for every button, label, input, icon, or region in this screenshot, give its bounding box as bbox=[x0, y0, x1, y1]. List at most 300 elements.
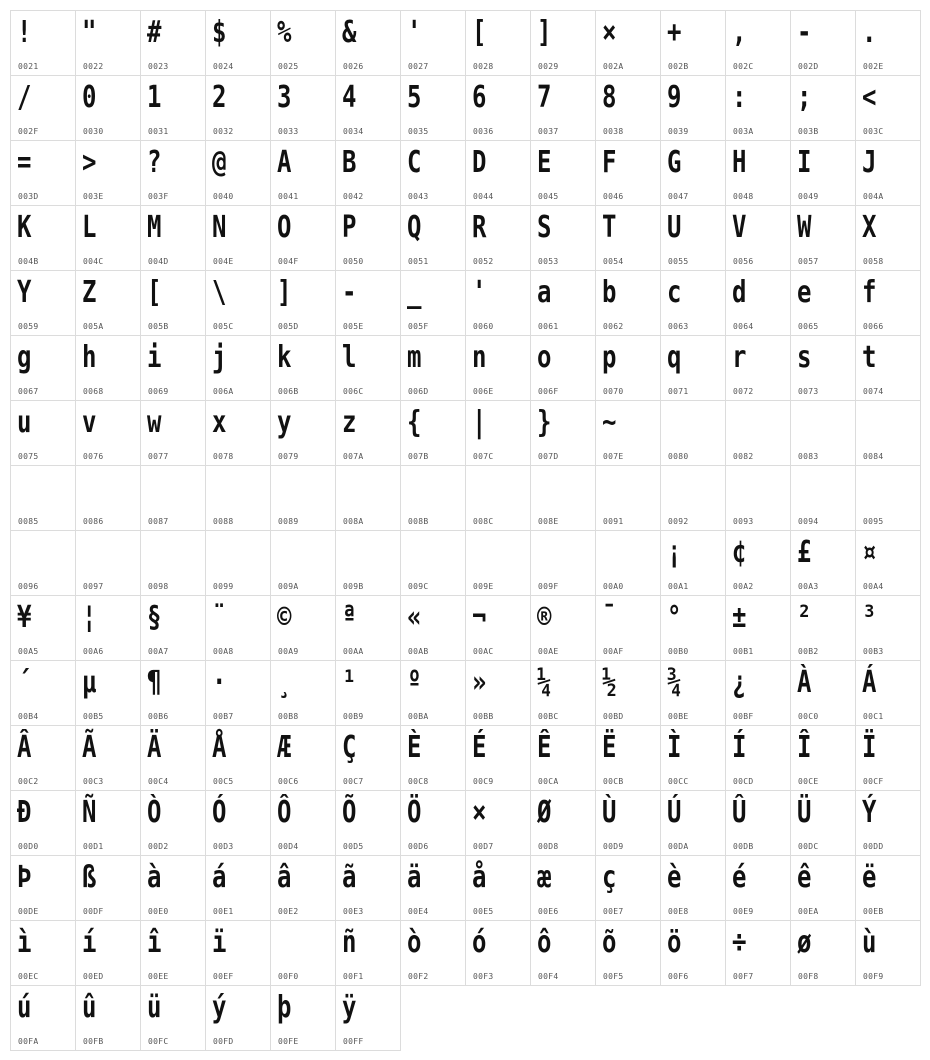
glyph-cell[interactable] bbox=[465, 660, 531, 726]
glyph-cell[interactable] bbox=[205, 595, 271, 661]
glyph-cell[interactable] bbox=[725, 660, 791, 726]
glyph-cell[interactable] bbox=[140, 985, 206, 1051]
glyph-codepoint-label: 00E6 bbox=[538, 907, 559, 916]
glyph-cell[interactable] bbox=[140, 10, 206, 76]
glyph-cell[interactable] bbox=[855, 660, 921, 726]
glyph-cell[interactable] bbox=[270, 10, 336, 76]
character-map-grid bbox=[10, 10, 920, 1050]
glyph-sample: F bbox=[602, 145, 617, 180]
glyph-sample: _ bbox=[407, 275, 422, 310]
glyph-cell[interactable] bbox=[465, 10, 531, 76]
glyph-codepoint-label: 0029 bbox=[538, 62, 559, 71]
glyph-cell[interactable] bbox=[530, 595, 596, 661]
glyph-cell[interactable] bbox=[790, 10, 856, 76]
glyph-cell[interactable] bbox=[660, 140, 726, 206]
glyph-cell[interactable] bbox=[140, 75, 206, 141]
glyph-cell[interactable] bbox=[465, 855, 531, 921]
glyph-cell[interactable] bbox=[335, 205, 401, 271]
glyph-cell[interactable] bbox=[10, 660, 76, 726]
glyph-cell[interactable] bbox=[270, 920, 336, 986]
glyph-sample: Û bbox=[732, 795, 747, 830]
glyph-cell[interactable] bbox=[205, 400, 271, 466]
glyph-cell[interactable] bbox=[205, 335, 271, 401]
glyph-cell[interactable] bbox=[790, 660, 856, 726]
glyph-cell[interactable] bbox=[790, 855, 856, 921]
glyph-codepoint-label: 00D5 bbox=[343, 842, 364, 851]
glyph-sample: @ bbox=[212, 145, 227, 180]
glyph-cell[interactable] bbox=[400, 530, 466, 596]
glyph-cell[interactable] bbox=[10, 790, 76, 856]
glyph-cell[interactable] bbox=[725, 10, 791, 76]
glyph-sample: 1 bbox=[147, 80, 162, 115]
glyph-sample: ³ bbox=[862, 600, 877, 635]
glyph-sample: v bbox=[82, 405, 97, 440]
glyph-cell[interactable] bbox=[335, 270, 401, 336]
glyph-cell[interactable] bbox=[335, 985, 401, 1051]
glyph-cell[interactable] bbox=[270, 530, 336, 596]
glyph-cell[interactable] bbox=[595, 660, 661, 726]
glyph-cell[interactable] bbox=[75, 400, 141, 466]
glyph-cell[interactable] bbox=[855, 205, 921, 271]
glyph-cell[interactable] bbox=[660, 10, 726, 76]
glyph-cell[interactable] bbox=[790, 270, 856, 336]
glyph-cell[interactable] bbox=[660, 725, 726, 791]
glyph-cell[interactable] bbox=[725, 465, 791, 531]
glyph-sample: ¢ bbox=[732, 535, 747, 570]
glyph-cell[interactable] bbox=[335, 75, 401, 141]
glyph-cell[interactable] bbox=[465, 595, 531, 661]
glyph-cell[interactable] bbox=[855, 75, 921, 141]
glyph-cell[interactable] bbox=[400, 10, 466, 76]
glyph-cell[interactable] bbox=[595, 10, 661, 76]
glyph-cell[interactable] bbox=[660, 855, 726, 921]
glyph-sample: R bbox=[472, 210, 487, 245]
glyph-codepoint-label: 006D bbox=[408, 387, 429, 396]
glyph-cell[interactable] bbox=[335, 855, 401, 921]
glyph-cell[interactable] bbox=[335, 660, 401, 726]
glyph-cell[interactable] bbox=[75, 595, 141, 661]
glyph-cell[interactable] bbox=[855, 10, 921, 76]
glyph-codepoint-label: 00CC bbox=[668, 777, 689, 786]
glyph-cell[interactable] bbox=[140, 205, 206, 271]
glyph-cell[interactable] bbox=[465, 400, 531, 466]
glyph-cell[interactable] bbox=[465, 335, 531, 401]
glyph-sample: J bbox=[862, 145, 877, 180]
glyph-codepoint-label: 006E bbox=[473, 387, 494, 396]
glyph-cell[interactable] bbox=[270, 465, 336, 531]
glyph-cell[interactable] bbox=[270, 725, 336, 791]
glyph-cell[interactable] bbox=[595, 140, 661, 206]
glyph-cell[interactable] bbox=[855, 270, 921, 336]
glyph-cell[interactable] bbox=[335, 920, 401, 986]
glyph-codepoint-label: 004F bbox=[278, 257, 299, 266]
glyph-cell[interactable] bbox=[660, 75, 726, 141]
glyph-cell[interactable] bbox=[10, 140, 76, 206]
glyph-cell[interactable] bbox=[530, 660, 596, 726]
glyph-cell[interactable] bbox=[855, 530, 921, 596]
glyph-cell[interactable] bbox=[270, 205, 336, 271]
glyph-codepoint-label: 00FE bbox=[278, 1037, 299, 1046]
glyph-cell[interactable] bbox=[400, 75, 466, 141]
glyph-codepoint-label: 00BD bbox=[603, 712, 624, 721]
glyph-codepoint-label: 00CE bbox=[798, 777, 819, 786]
glyph-cell[interactable] bbox=[75, 985, 141, 1051]
glyph-codepoint-label: 008C bbox=[473, 517, 494, 526]
glyph-codepoint-label: 00F3 bbox=[473, 972, 494, 981]
glyph-cell[interactable] bbox=[790, 465, 856, 531]
glyph-cell[interactable] bbox=[270, 400, 336, 466]
glyph-codepoint-label: 00C7 bbox=[343, 777, 364, 786]
glyph-cell[interactable] bbox=[530, 465, 596, 531]
glyph-cell[interactable] bbox=[10, 855, 76, 921]
glyph-cell[interactable] bbox=[855, 595, 921, 661]
glyph-codepoint-label: 007E bbox=[603, 452, 624, 461]
glyph-codepoint-label: 0083 bbox=[798, 452, 819, 461]
glyph-cell[interactable] bbox=[725, 725, 791, 791]
glyph-sample: . bbox=[862, 15, 877, 50]
glyph-cell[interactable] bbox=[790, 400, 856, 466]
glyph-cell[interactable] bbox=[75, 140, 141, 206]
glyph-cell[interactable] bbox=[465, 530, 531, 596]
glyph-cell[interactable] bbox=[205, 985, 271, 1051]
glyph-cell[interactable] bbox=[725, 530, 791, 596]
glyph-cell[interactable] bbox=[75, 920, 141, 986]
glyph-cell[interactable] bbox=[75, 335, 141, 401]
glyph-sample: ì bbox=[17, 925, 32, 960]
glyph-sample: d bbox=[732, 275, 747, 310]
glyph-cell[interactable] bbox=[10, 595, 76, 661]
glyph-sample: # bbox=[147, 15, 162, 50]
glyph-codepoint-label: 00C5 bbox=[213, 777, 234, 786]
glyph-codepoint-label: 00C1 bbox=[863, 712, 884, 721]
glyph-codepoint-label: 00B0 bbox=[668, 647, 689, 656]
glyph-cell[interactable] bbox=[10, 920, 76, 986]
glyph-codepoint-label: 004E bbox=[213, 257, 234, 266]
glyph-cell[interactable] bbox=[400, 140, 466, 206]
glyph-cell[interactable] bbox=[530, 400, 596, 466]
glyph-cell[interactable] bbox=[400, 270, 466, 336]
glyph-sample: 8 bbox=[602, 80, 617, 115]
glyph-cell[interactable] bbox=[270, 75, 336, 141]
glyph-sample: 9 bbox=[667, 80, 682, 115]
glyph-cell[interactable] bbox=[855, 790, 921, 856]
glyph-codepoint-label: 00E5 bbox=[473, 907, 494, 916]
glyph-cell[interactable] bbox=[660, 595, 726, 661]
glyph-cell[interactable] bbox=[855, 140, 921, 206]
glyph-cell[interactable] bbox=[205, 140, 271, 206]
glyph-cell[interactable] bbox=[400, 595, 466, 661]
glyph-cell[interactable] bbox=[270, 335, 336, 401]
glyph-cell[interactable] bbox=[725, 205, 791, 271]
glyph-cell[interactable] bbox=[10, 270, 76, 336]
glyph-cell[interactable] bbox=[595, 595, 661, 661]
glyph-sample: ý bbox=[212, 990, 227, 1025]
glyph-cell[interactable] bbox=[595, 335, 661, 401]
glyph-codepoint-label: 00A7 bbox=[148, 647, 169, 656]
glyph-cell[interactable] bbox=[530, 75, 596, 141]
glyph-cell[interactable] bbox=[335, 465, 401, 531]
glyph-cell[interactable] bbox=[10, 465, 76, 531]
glyph-cell[interactable] bbox=[10, 725, 76, 791]
glyph-cell[interactable] bbox=[855, 920, 921, 986]
glyph-cell[interactable] bbox=[75, 660, 141, 726]
glyph-cell[interactable] bbox=[595, 855, 661, 921]
glyph-cell[interactable] bbox=[205, 205, 271, 271]
glyph-cell[interactable] bbox=[855, 335, 921, 401]
glyph-codepoint-label: 00C0 bbox=[798, 712, 819, 721]
glyph-cell[interactable] bbox=[465, 920, 531, 986]
glyph-sample: o bbox=[537, 340, 552, 375]
glyph-codepoint-label: 00F4 bbox=[538, 972, 559, 981]
glyph-cell[interactable] bbox=[465, 790, 531, 856]
glyph-sample: O bbox=[277, 210, 292, 245]
glyph-sample: j bbox=[212, 340, 227, 375]
glyph-cell[interactable] bbox=[140, 400, 206, 466]
glyph-cell[interactable] bbox=[10, 10, 76, 76]
glyph-cell[interactable] bbox=[335, 10, 401, 76]
glyph-cell[interactable] bbox=[270, 595, 336, 661]
glyph-codepoint-label: 00AA bbox=[343, 647, 364, 656]
glyph-sample: 4 bbox=[342, 80, 357, 115]
glyph-cell[interactable] bbox=[660, 205, 726, 271]
glyph-cell[interactable] bbox=[530, 790, 596, 856]
glyph-cell[interactable] bbox=[660, 335, 726, 401]
glyph-cell[interactable] bbox=[140, 595, 206, 661]
glyph-cell[interactable] bbox=[465, 465, 531, 531]
glyph-cell[interactable] bbox=[335, 400, 401, 466]
glyph-cell[interactable] bbox=[790, 530, 856, 596]
glyph-cell[interactable] bbox=[140, 855, 206, 921]
glyph-codepoint-label: 0024 bbox=[213, 62, 234, 71]
glyph-cell[interactable] bbox=[530, 140, 596, 206]
glyph-cell[interactable] bbox=[725, 335, 791, 401]
glyph-cell[interactable] bbox=[400, 855, 466, 921]
glyph-cell[interactable] bbox=[400, 790, 466, 856]
glyph-cell[interactable] bbox=[530, 10, 596, 76]
glyph-cell[interactable] bbox=[400, 205, 466, 271]
glyph-sample: ö bbox=[667, 925, 682, 960]
glyph-cell[interactable] bbox=[725, 400, 791, 466]
glyph-cell[interactable] bbox=[530, 335, 596, 401]
glyph-cell[interactable] bbox=[270, 660, 336, 726]
glyph-sample: å bbox=[472, 860, 487, 895]
glyph-cell[interactable] bbox=[530, 855, 596, 921]
glyph-cell[interactable] bbox=[595, 530, 661, 596]
glyph-cell[interactable] bbox=[595, 205, 661, 271]
glyph-cell[interactable] bbox=[855, 725, 921, 791]
glyph-cell[interactable] bbox=[140, 920, 206, 986]
glyph-cell[interactable] bbox=[725, 75, 791, 141]
glyph-codepoint-label: 00F6 bbox=[668, 972, 689, 981]
glyph-sample: « bbox=[407, 600, 422, 635]
glyph-cell[interactable] bbox=[530, 920, 596, 986]
glyph-codepoint-label: 00DC bbox=[798, 842, 819, 851]
glyph-codepoint-label: 0028 bbox=[473, 62, 494, 71]
glyph-cell[interactable] bbox=[790, 75, 856, 141]
glyph-cell[interactable] bbox=[790, 140, 856, 206]
glyph-cell[interactable] bbox=[725, 855, 791, 921]
glyph-sample: t bbox=[862, 340, 877, 375]
glyph-cell[interactable] bbox=[855, 400, 921, 466]
glyph-codepoint-label: 002C bbox=[733, 62, 754, 71]
glyph-cell[interactable] bbox=[400, 335, 466, 401]
glyph-cell[interactable] bbox=[205, 270, 271, 336]
glyph-cell[interactable] bbox=[790, 595, 856, 661]
glyph-cell[interactable] bbox=[595, 270, 661, 336]
glyph-codepoint-label: 00EB bbox=[863, 907, 884, 916]
glyph-cell[interactable] bbox=[75, 465, 141, 531]
glyph-sample: ä bbox=[407, 860, 422, 895]
glyph-cell[interactable] bbox=[595, 400, 661, 466]
glyph-cell[interactable] bbox=[75, 270, 141, 336]
glyph-cell[interactable] bbox=[530, 725, 596, 791]
glyph-cell[interactable] bbox=[595, 75, 661, 141]
glyph-cell[interactable] bbox=[790, 790, 856, 856]
glyph-codepoint-label: 0097 bbox=[83, 582, 104, 591]
glyph-cell[interactable] bbox=[660, 270, 726, 336]
glyph-codepoint-label: 0080 bbox=[668, 452, 689, 461]
glyph-cell[interactable] bbox=[660, 530, 726, 596]
glyph-cell[interactable] bbox=[400, 920, 466, 986]
glyph-cell[interactable] bbox=[140, 335, 206, 401]
glyph-sample: Ì bbox=[667, 730, 682, 765]
glyph-cell[interactable] bbox=[335, 530, 401, 596]
glyph-codepoint-label: 0049 bbox=[798, 192, 819, 201]
glyph-cell[interactable] bbox=[660, 400, 726, 466]
glyph-codepoint-label: 0030 bbox=[83, 127, 104, 136]
glyph-cell[interactable] bbox=[205, 10, 271, 76]
glyph-cell[interactable] bbox=[75, 790, 141, 856]
glyph-cell[interactable] bbox=[855, 855, 921, 921]
glyph-codepoint-label: 00CF bbox=[863, 777, 884, 786]
glyph-cell[interactable] bbox=[10, 335, 76, 401]
glyph-cell[interactable] bbox=[270, 855, 336, 921]
glyph-cell[interactable] bbox=[75, 205, 141, 271]
glyph-codepoint-label: 00B7 bbox=[213, 712, 234, 721]
glyph-cell[interactable] bbox=[140, 465, 206, 531]
glyph-cell[interactable] bbox=[660, 465, 726, 531]
glyph-codepoint-label: 009C bbox=[408, 582, 429, 591]
glyph-cell[interactable] bbox=[725, 595, 791, 661]
glyph-sample: ß bbox=[82, 860, 97, 895]
glyph-cell[interactable] bbox=[205, 530, 271, 596]
glyph-cell[interactable] bbox=[270, 985, 336, 1051]
glyph-cell[interactable] bbox=[660, 920, 726, 986]
glyph-cell[interactable] bbox=[140, 270, 206, 336]
glyph-sample: { bbox=[407, 405, 422, 440]
glyph-cell[interactable] bbox=[465, 205, 531, 271]
glyph-cell[interactable] bbox=[205, 465, 271, 531]
glyph-cell[interactable] bbox=[790, 335, 856, 401]
glyph-sample: k bbox=[277, 340, 292, 375]
glyph-cell[interactable] bbox=[790, 205, 856, 271]
glyph-cell[interactable] bbox=[400, 465, 466, 531]
glyph-cell[interactable] bbox=[205, 920, 271, 986]
glyph-cell[interactable] bbox=[725, 270, 791, 336]
glyph-cell[interactable] bbox=[465, 725, 531, 791]
glyph-codepoint-label: 0066 bbox=[863, 322, 884, 331]
glyph-cell[interactable] bbox=[10, 400, 76, 466]
glyph-cell[interactable] bbox=[270, 140, 336, 206]
glyph-sample: Ø bbox=[537, 795, 552, 830]
glyph-cell[interactable] bbox=[335, 140, 401, 206]
glyph-cell[interactable] bbox=[530, 270, 596, 336]
glyph-codepoint-label: 00EA bbox=[798, 907, 819, 916]
glyph-cell[interactable] bbox=[660, 660, 726, 726]
glyph-cell[interactable] bbox=[10, 530, 76, 596]
glyph-cell[interactable] bbox=[140, 530, 206, 596]
glyph-codepoint-label: 0068 bbox=[83, 387, 104, 396]
glyph-codepoint-label: 00BE bbox=[668, 712, 689, 721]
glyph-cell[interactable] bbox=[10, 75, 76, 141]
glyph-cell[interactable] bbox=[140, 790, 206, 856]
glyph-cell[interactable] bbox=[725, 790, 791, 856]
glyph-cell[interactable] bbox=[725, 140, 791, 206]
glyph-cell[interactable] bbox=[660, 790, 726, 856]
glyph-codepoint-label: 00C6 bbox=[278, 777, 299, 786]
glyph-cell[interactable] bbox=[790, 920, 856, 986]
glyph-cell[interactable] bbox=[595, 725, 661, 791]
glyph-cell[interactable] bbox=[335, 335, 401, 401]
glyph-cell[interactable] bbox=[270, 790, 336, 856]
glyph-cell[interactable] bbox=[75, 530, 141, 596]
glyph-codepoint-label: 00BF bbox=[733, 712, 754, 721]
glyph-codepoint-label: 00C2 bbox=[18, 777, 39, 786]
glyph-sample: A bbox=[277, 145, 292, 180]
glyph-cell[interactable] bbox=[465, 140, 531, 206]
glyph-cell[interactable] bbox=[725, 920, 791, 986]
glyph-cell[interactable] bbox=[530, 530, 596, 596]
glyph-cell[interactable] bbox=[140, 140, 206, 206]
glyph-cell[interactable] bbox=[205, 725, 271, 791]
glyph-cell[interactable] bbox=[75, 855, 141, 921]
glyph-cell[interactable] bbox=[465, 270, 531, 336]
glyph-cell[interactable] bbox=[205, 855, 271, 921]
glyph-cell[interactable] bbox=[465, 75, 531, 141]
glyph-cell[interactable] bbox=[595, 790, 661, 856]
glyph-sample: U bbox=[667, 210, 682, 245]
glyph-cell[interactable] bbox=[205, 790, 271, 856]
glyph-codepoint-label: 008A bbox=[343, 517, 364, 526]
glyph-cell[interactable] bbox=[140, 660, 206, 726]
glyph-cell[interactable] bbox=[75, 75, 141, 141]
glyph-cell[interactable] bbox=[400, 660, 466, 726]
glyph-cell[interactable] bbox=[75, 725, 141, 791]
glyph-cell[interactable] bbox=[335, 595, 401, 661]
glyph-cell[interactable] bbox=[335, 725, 401, 791]
glyph-cell[interactable] bbox=[855, 465, 921, 531]
glyph-cell[interactable] bbox=[595, 465, 661, 531]
glyph-cell[interactable] bbox=[595, 920, 661, 986]
glyph-cell[interactable] bbox=[205, 75, 271, 141]
glyph-cell[interactable] bbox=[400, 400, 466, 466]
glyph-cell[interactable] bbox=[140, 725, 206, 791]
glyph-cell[interactable] bbox=[790, 725, 856, 791]
glyph-cell[interactable] bbox=[270, 270, 336, 336]
glyph-sample: ] bbox=[537, 15, 552, 50]
glyph-cell[interactable] bbox=[10, 985, 76, 1051]
glyph-codepoint-label: 0078 bbox=[213, 452, 234, 461]
glyph-cell[interactable] bbox=[205, 660, 271, 726]
glyph-sample: î bbox=[147, 925, 162, 960]
glyph-cell[interactable] bbox=[10, 205, 76, 271]
glyph-sample: ' bbox=[472, 275, 487, 310]
glyph-codepoint-label: 0058 bbox=[863, 257, 884, 266]
glyph-cell[interactable] bbox=[335, 790, 401, 856]
glyph-cell[interactable] bbox=[75, 10, 141, 76]
glyph-cell[interactable] bbox=[530, 205, 596, 271]
glyph-cell[interactable] bbox=[400, 725, 466, 791]
